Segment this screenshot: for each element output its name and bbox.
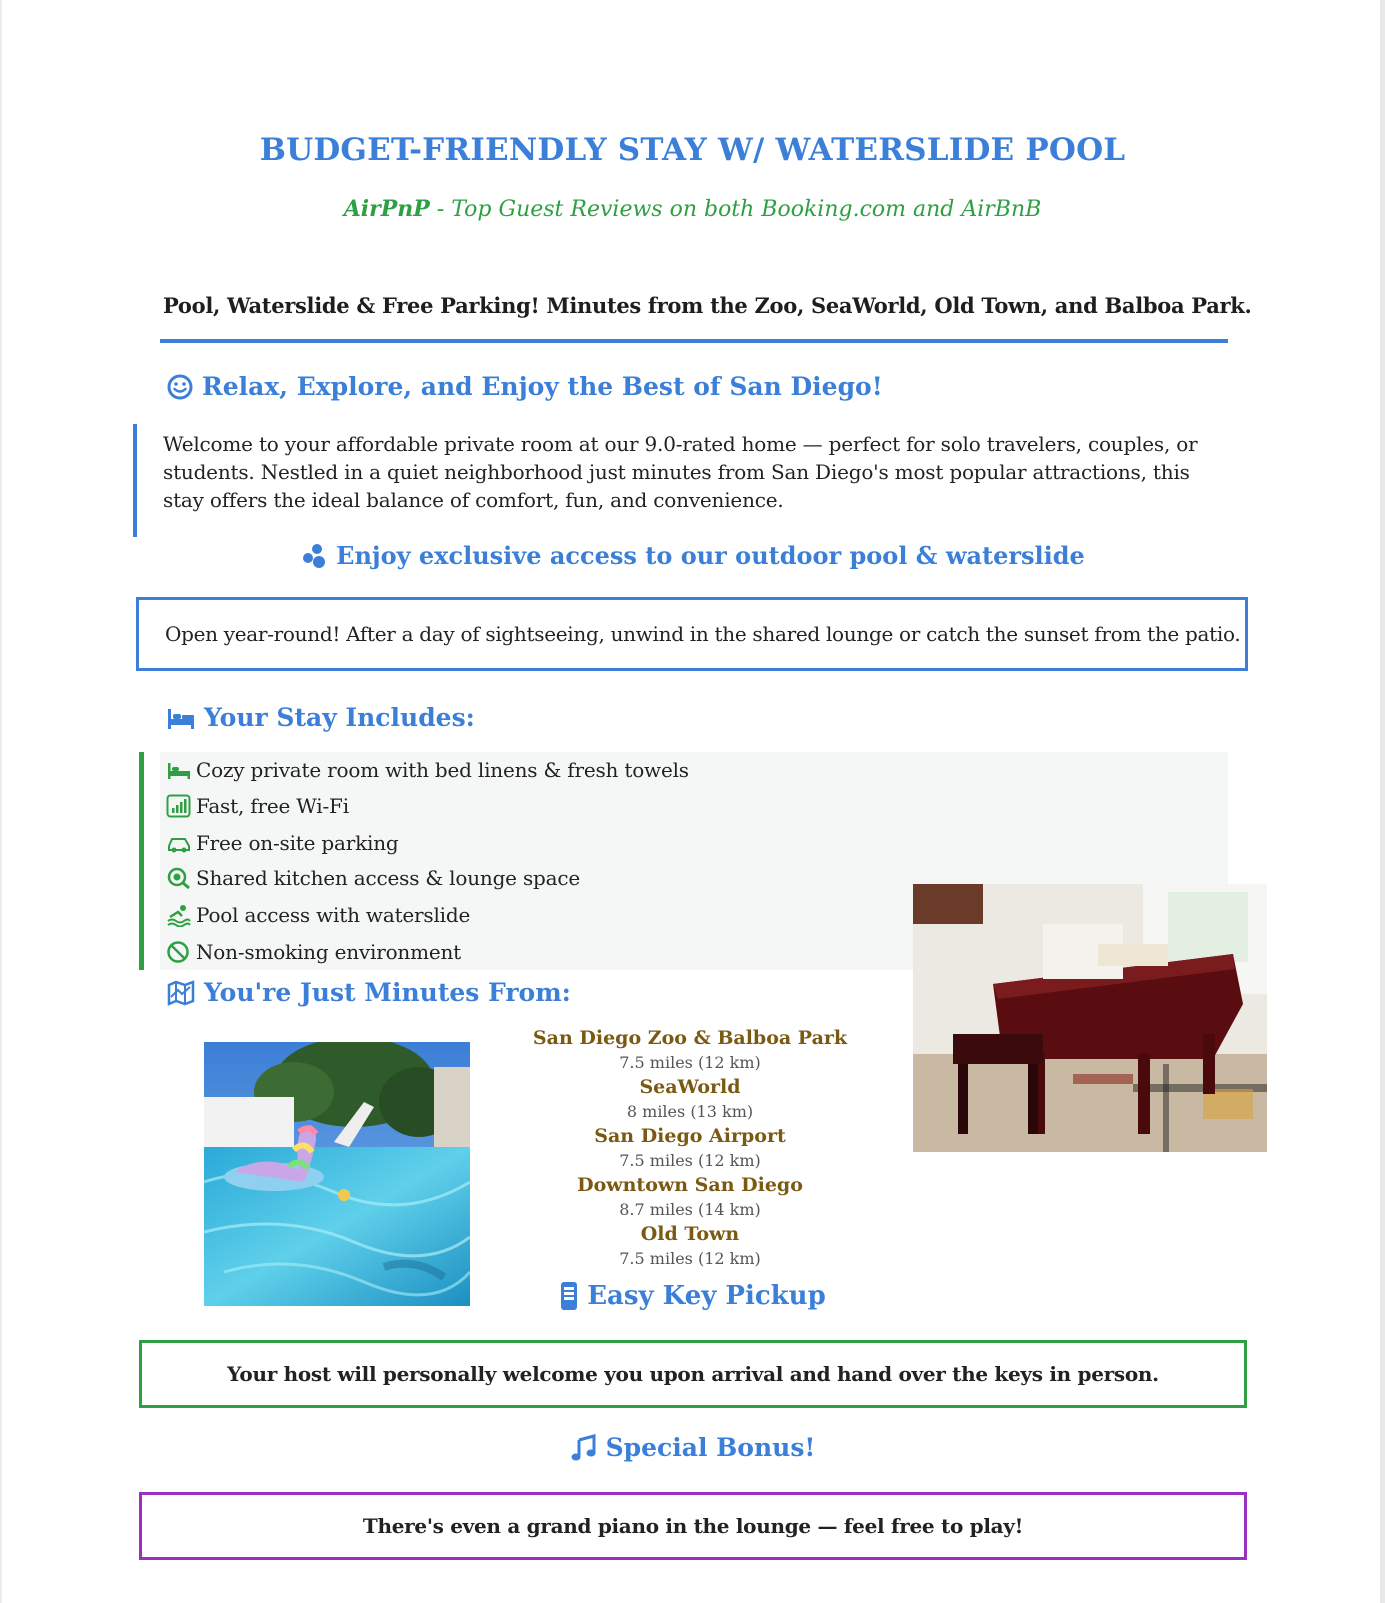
intro-heading-text: Relax, Explore, and Enjoy the Best of San Diego! [202,372,883,401]
nearby-list [500,1025,880,1270]
pool-heading [0,541,1385,570]
tagline: - Top Guest Reviews on both Booking.com and AirBnB [429,197,1042,222]
place-name: San Diego Zoo & Balboa Park [532,1027,848,1049]
page-subtitle [0,196,1385,222]
list-item [166,831,399,855]
smile-icon [166,373,194,401]
nearby-heading-text: You're Just Minutes From: [204,978,571,1007]
place-name: Downtown San Diego [577,1174,803,1196]
swimmer-icon [166,903,192,927]
headline: Pool, Waterslide & Free Parking! Minutes from the Zoo, SeaWorld, Old Town, and Balboa Park. [163,293,1252,318]
list-item [166,758,689,782]
no-smoking-icon [166,940,192,964]
place-distance: 7.5 miles (12 km) [619,1151,761,1170]
list-item-label: Fast, free Wi-Fi [196,794,349,818]
droplets-icon [300,542,328,570]
page-title: BUDGET-FRIENDLY STAY W/ WATERSLIDE POOL [259,132,1126,168]
list-item [166,903,470,927]
list-item-label: Cozy private room with bed linens & fresh towels [196,758,689,782]
page-edge-left [0,0,2,1603]
bed-icon [166,705,196,731]
list-item [166,866,580,890]
place-distance: 7.5 miles (12 km) [619,1249,761,1268]
phone-icon [559,1281,579,1311]
intro-heading [166,372,883,401]
bonus-callout: There's even a grand piano in the lounge — feel free to play! [139,1492,1247,1560]
piano-photo [913,884,1267,1152]
place-name: San Diego Airport [594,1125,786,1147]
place-name: Old Town [640,1223,740,1245]
nearby-heading [166,978,571,1007]
list-item [166,940,461,964]
list-item-label: Non-smoking environment [196,940,462,964]
key-heading-text: Easy Key Pickup [587,1281,826,1311]
bed-icon [166,759,192,781]
pool-heading-text: Enjoy exclusive access to our outdoor pool & waterslide [336,541,1085,570]
brand-name: AirPnP [343,196,430,222]
includes-heading [166,703,475,732]
place-name: SeaWorld [639,1076,741,1098]
intro-accent-bar [133,424,137,537]
place-distance: 8.7 miles (14 km) [619,1200,761,1219]
magnifier-icon [166,866,192,890]
signal-icon [166,794,192,818]
divider [160,339,1228,343]
car-icon [166,832,192,854]
list-item-label: Shared kitchen access & lounge space [196,866,581,890]
key-callout: Your host will personally welcome you upon arrival and hand over the keys in person. [139,1340,1247,1408]
includes-accent-bar [139,752,144,970]
bonus-heading-text: Special Bonus! [605,1433,816,1462]
pool-callout: Open year-round! After a day of sightseeing, unwind in the shared lounge or catch the sunset from the patio. [136,597,1248,671]
music-note-icon [570,1434,598,1462]
list-item-label: Pool access with waterslide [196,903,471,927]
list-item [166,794,349,818]
place-distance: 8 miles (13 km) [626,1102,754,1121]
list-item-label: Free on-site parking [196,831,399,855]
includes-heading-text: Your Stay Includes: [204,703,475,732]
map-icon [166,979,196,1007]
page-edge-right [1380,0,1385,1603]
bonus-heading [0,1433,1385,1462]
intro-body: Welcome to your affordable private room at our 9.0-rated home — perfect for solo travelers, couples, or students. Nestled in a quiet neighborhood just minutes from San Diego's most popular attractions, this stay offers the ideal balance of comfort, fun, and convenience. [163,432,1198,512]
pool-photo [204,1042,470,1306]
place-distance: 7.5 miles (12 km) [619,1053,761,1072]
key-heading [0,1281,1385,1311]
